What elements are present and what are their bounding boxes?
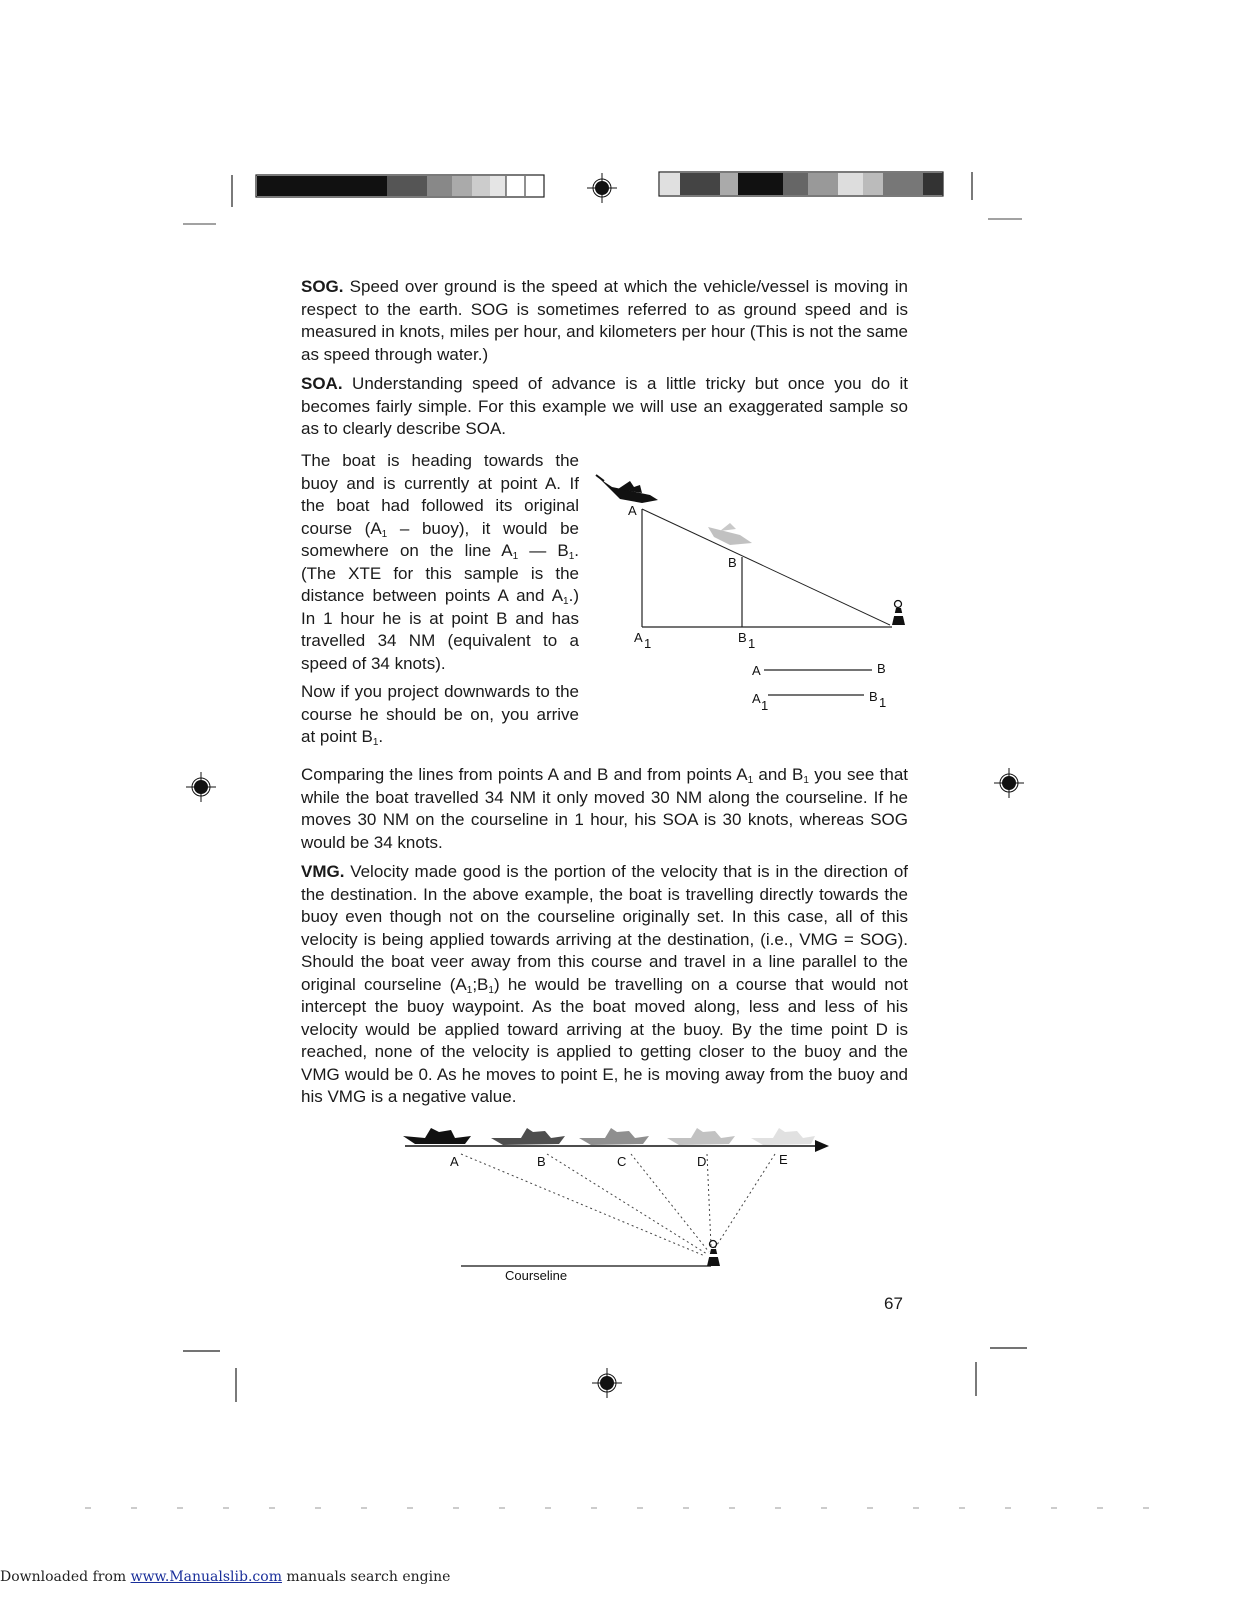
subscript: 1 (803, 775, 809, 786)
text-run: .) In 1 hour he is at point B and has travelled 34 NM (equivalent to a speed of 34 knots). (301, 586, 579, 673)
text-run: . (378, 727, 384, 746)
buoy-icon (707, 1241, 720, 1267)
text-run: — B (518, 541, 569, 560)
boat-paragraph (301, 450, 579, 675)
subscript: 1 (488, 984, 494, 996)
buoy-icon (892, 601, 905, 626)
point-label-c: C (617, 1154, 627, 1169)
vmg-term: VMG. (301, 862, 345, 881)
soa-term: SOA. (301, 374, 343, 393)
text-run: Comparing the lines from points A and B and from points A (301, 765, 748, 784)
boat-icon-c (579, 1128, 649, 1145)
vmg-diagram (395, 1120, 835, 1290)
registration-target-icon (186, 772, 216, 802)
footer-prefix: Downloaded from (0, 1569, 131, 1585)
label-b1: B (738, 630, 747, 645)
text-run: . (The XTE for this sample is the distance between points A and A (301, 541, 579, 605)
boat-icon-d (667, 1128, 735, 1145)
legend-b1: B (869, 689, 878, 704)
subscript: 1 (372, 737, 379, 748)
subscript: 1 (466, 984, 473, 996)
faded-boat-icon (708, 523, 752, 545)
legend-a: A (752, 663, 761, 678)
page-number: 67 (884, 1294, 903, 1313)
subscript: 1 (512, 551, 519, 562)
label-a1: A (634, 630, 643, 645)
registration-target-icon (592, 1368, 622, 1398)
boat-icon-b (491, 1128, 565, 1145)
project-paragraph (301, 681, 579, 749)
soa-diagram (590, 465, 910, 725)
boat-icon (596, 475, 658, 503)
label-b: B (728, 555, 737, 570)
text-run: you see that while the boat travelled 34 NM it only moved 30 NM along the courseline. If he moves 30 NM on the courseline in 1 hour, his SOA is 30 knots, whereas SOG would be 34 knots. (301, 765, 909, 852)
point-label-d: D (697, 1154, 707, 1169)
footer-suffix: manuals search engine (281, 1569, 451, 1585)
subscript: 1 (568, 551, 575, 562)
label-a1-sub: 1 (644, 636, 652, 651)
point-label-e: E (779, 1152, 788, 1167)
compare-paragraph (301, 764, 908, 854)
sog-paragraph (301, 276, 908, 366)
legend-a1-sub: 1 (761, 698, 769, 713)
text-run: – buoy), it would be somewhere on the line A (301, 518, 579, 560)
courseline-label: Courseline (505, 1268, 568, 1283)
label-b1-sub: 1 (748, 636, 756, 651)
manualslib-link[interactable]: www.Manualslib.com (130, 1569, 282, 1585)
soa-paragraph (301, 373, 908, 441)
scan-artifact (85, 1505, 1175, 1511)
text-run: The boat is heading towards the buoy and is currently at point A. If the boat had followed its original course (A (301, 451, 579, 538)
subscript: 1 (747, 775, 754, 786)
point-label-a: A (450, 1154, 459, 1169)
label-a: A (628, 503, 637, 518)
text-run: ;B (472, 974, 489, 994)
subscript: 1 (381, 528, 388, 540)
sog-term: SOG. (301, 277, 344, 296)
legend-b1-sub: 1 (879, 695, 887, 710)
legend-b: B (877, 661, 886, 676)
footer (0, 1569, 450, 1585)
vmg-dotted-lines (461, 1154, 775, 1256)
vmg-paragraph (301, 861, 908, 1109)
text-run: Now if you project downwards to the course he should be on, you arrive at point B (301, 682, 579, 746)
arrow-head-icon (815, 1140, 829, 1152)
sog-text: Speed over ground is the speed at which the vehicle/vessel is moving in respect to the earth. SOG is sometimes referred to as ground speed and is measured in knots, miles per hour, and kilometers per hour (This is not the same as speed through water.) (301, 277, 908, 364)
subscript: 1 (563, 596, 569, 607)
text-run: and B (753, 765, 804, 784)
track-line-a-buoy (642, 509, 890, 625)
registration-target-icon (587, 173, 617, 203)
boat-icon-e (751, 1128, 815, 1145)
boat-icon-a (403, 1128, 471, 1144)
registration-target-icon (994, 768, 1024, 798)
legend-a1: A (752, 691, 761, 706)
text-run: ) he would be travelling on a course that would not intercept the buoy waypoint. As the boat moved along, less and less of his velocity would be applied toward arriving at the buoy. By the time point D is reached, none of the velocity is applied to getting closer to the buoy and the VMG would be 0. As he moves to point E, he is moving away from the buoy and his VMG is a negative value. (301, 974, 908, 1106)
soa-text: Understanding speed of advance is a little tricky but once you do it becomes fairly simple. For this example we will use an exaggerated sample so as to clearly describe SOA. (301, 374, 908, 438)
text-run: Velocity made good is the portion of the velocity that is in the direction of the destination. In the above example, the boat is travelling directly towards the buoy even though not on the courseline originally set. In this case, all of this velocity is being applied towards arriving at the destination, (i.e., VMG = SOG). Should the boat veer away from this course and travel in a line parallel to the original courseline (A (301, 862, 908, 994)
point-label-b: B (537, 1154, 546, 1169)
